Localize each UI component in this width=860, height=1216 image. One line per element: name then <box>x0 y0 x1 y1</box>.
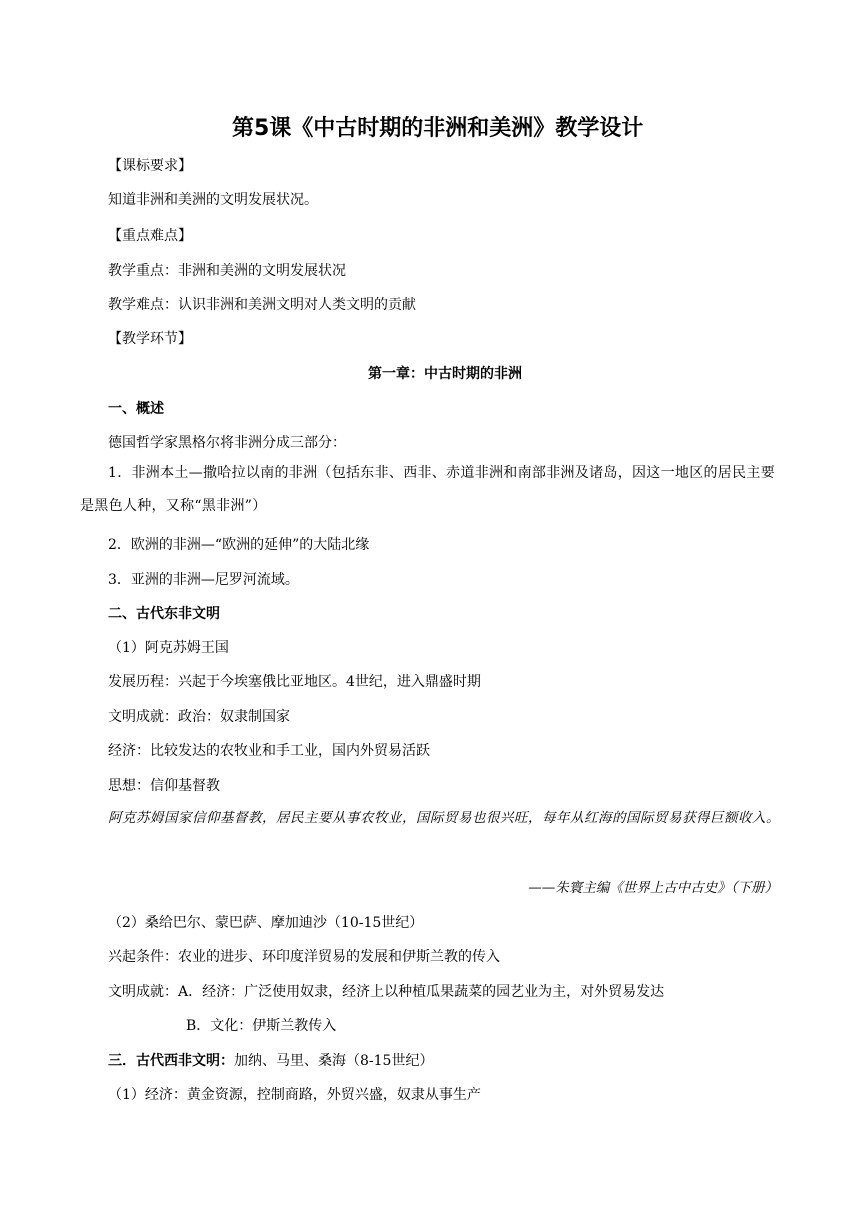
part1-heading: 一、概述 <box>108 401 164 417</box>
aksum-heading: （1）阿克苏姆王国 <box>108 640 229 656</box>
part1-item2: 2．欧洲的非洲—“欧洲的延伸”的大陆北缘 <box>108 537 370 553</box>
quote-source: ——朱寰主编《世界上古中古史》（下册） <box>528 880 778 896</box>
aksum-politics: 文明成就：政治：奴隶制国家 <box>108 709 290 725</box>
aksum-economy: 经济：比较发达的农牧业和手工业，国内外贸易活跃 <box>108 743 430 759</box>
aksum-history: 发展历程：兴起于今埃塞俄比亚地区。4世纪，进入鼎盛时期 <box>108 674 481 690</box>
part1-item3: 3．亚洲的非洲—尼罗河流域。 <box>108 572 299 588</box>
part3-heading: 三．古代西非文明： <box>108 1053 234 1069</box>
zanzibar-heading: （2）桑给巴尔、蒙巴萨、摩加迪沙（10-15世纪） <box>108 915 424 931</box>
zanzibar-culture: B．文化：伊斯兰教传入 <box>186 1018 337 1034</box>
zanzibar-economy: 文明成就：A．经济：广泛使用奴隶，经济上以种植瓜果蔬菜的园艺业为主，对外贸易发达 <box>108 984 665 1000</box>
aksum-thought: 思想：信仰基督教 <box>108 778 220 794</box>
difficult-point-text: 教学难点：认识非洲和美洲文明对人类文明的贡献 <box>108 297 416 313</box>
part3-heading-rest: 加纳、马里、桑海（8-15世纪） <box>234 1053 434 1069</box>
part2-heading: 二、古代东非文明 <box>108 606 220 622</box>
part3-heading-line <box>108 1051 433 1071</box>
curriculum-heading: 【课标要求】 <box>108 158 192 174</box>
key-point-text: 教学重点：非洲和美洲的文明发展状况 <box>108 263 346 279</box>
zanzibar-rise: 兴起条件：农业的进步、环印度洋贸易的发展和伊斯兰教的传入 <box>108 949 500 965</box>
curriculum-text: 知道非洲和美洲的文明发展状况。 <box>108 192 318 208</box>
document-title: 第5课《中古时期的非洲和美洲》教学设计 <box>232 116 644 141</box>
part3-economy: （1）经济：黄金资源，控制商路，外贸兴盛，奴隶从事生产 <box>108 1087 481 1103</box>
part1-item1: 1．非洲本土—撒哈拉以南的非洲（包括东非、西非、赤道非洲和南部非洲及诸岛，因这一地区的居民主要是黑色人种，又称“黑非洲”） <box>80 465 776 514</box>
teaching-steps-heading: 【教学环节】 <box>108 331 192 347</box>
quote-text: 阿克苏姆国家信仰基督教，居民主要从事农牧业，国际贸易也很兴旺，每年从红海的国际贸易获得巨额收入。 <box>108 810 780 826</box>
key-points-heading: 【重点难点】 <box>108 228 192 244</box>
part1-intro: 德国哲学家黑格尔将非洲分成三部分： <box>108 435 346 451</box>
chapter-title: 第一章：中古时期的非洲 <box>368 366 522 382</box>
